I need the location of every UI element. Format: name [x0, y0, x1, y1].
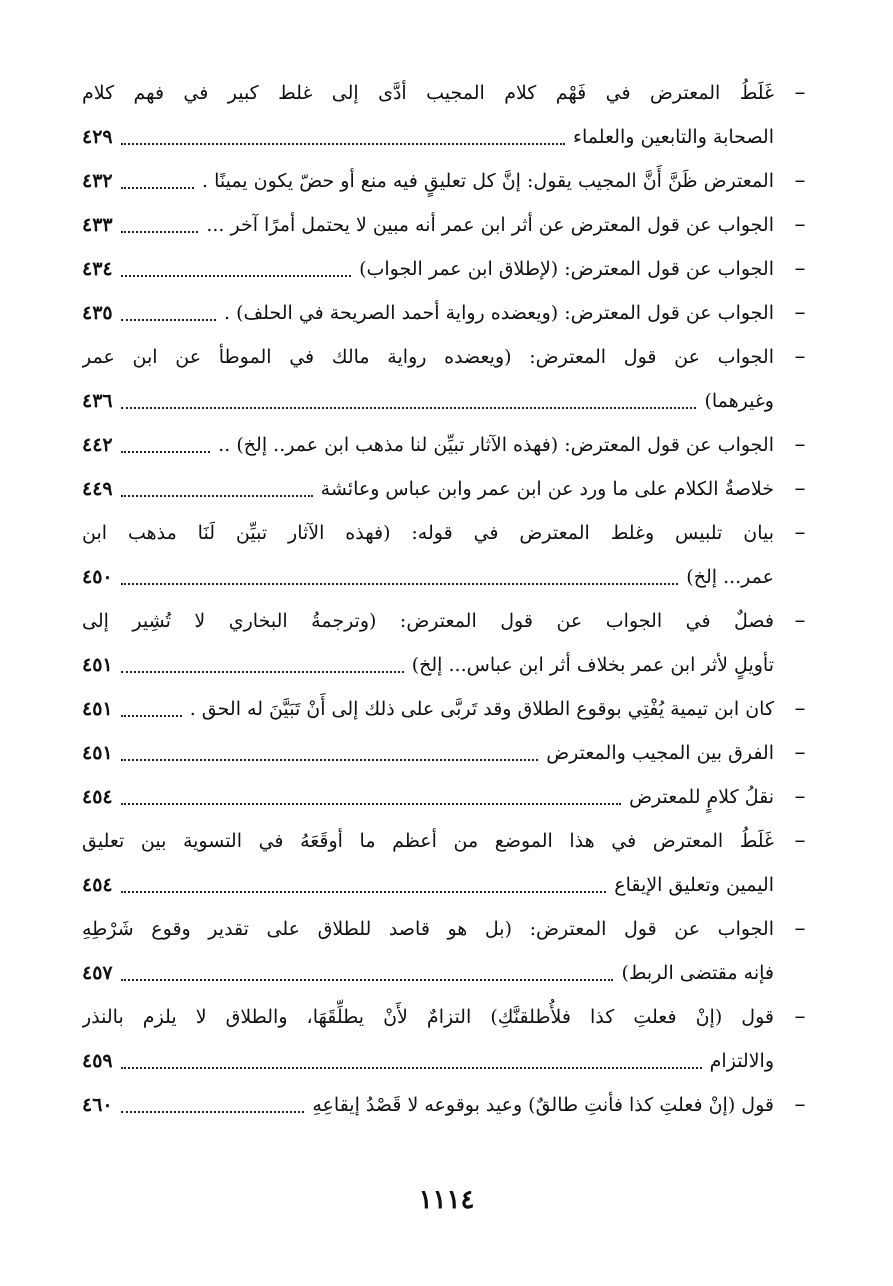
dot-leader	[121, 275, 351, 277]
toc-entry	[82, 335, 812, 423]
toc-entry-final-line	[82, 731, 774, 775]
toc-entry	[82, 819, 812, 907]
toc-entry-title: كان ابن تيمية يُفْتِي بوقوع الطلاق وقد تَربَّى على ذلك إلى أَنْ تَبَيَّنَ له الحق .	[189, 698, 774, 720]
toc-entry-line: الجواب عن قول المعترض: (ويعضده رواية مالك في الموطأ عن ابن عمر	[82, 346, 774, 368]
toc-entry-page: ٤٣٢	[82, 170, 113, 192]
dot-leader	[121, 803, 621, 805]
toc-entry-title: والالتزام	[709, 1050, 774, 1072]
toc-entry-final-line	[82, 643, 774, 687]
toc-entry-title: خلاصةُ الكلام على ما ورد عن ابن عمر وابن عباس وعائشة	[320, 478, 774, 500]
toc-entry-final-line	[82, 687, 774, 731]
dot-leader	[121, 319, 216, 321]
toc-entry-title: الصحابة والتابعين والعلماء	[573, 126, 774, 148]
dot-leader	[121, 759, 539, 761]
bullet-dash: –	[794, 520, 806, 545]
toc-entry	[82, 203, 812, 247]
toc-entry	[82, 511, 812, 599]
toc-entry-line: غَلَطُ المعترض في هذا الموضع من أعظم ما أوقَعَهُ في التسوية بين تعليق	[82, 830, 774, 852]
dot-leader	[121, 187, 194, 189]
toc-entry	[82, 687, 812, 731]
bullet-dash: –	[794, 432, 806, 457]
toc-entry-page: ٤٥١	[82, 742, 113, 764]
dot-leader	[121, 407, 697, 409]
toc-entry-page: ٤٣٥	[82, 302, 113, 324]
toc-entry	[82, 1083, 812, 1127]
toc-entry-final-line	[82, 423, 774, 467]
bullet-dash: –	[794, 696, 806, 721]
dot-leader	[121, 715, 182, 717]
toc-entry-title: الجواب عن قول المعترض عن أثر ابن عمر أنه مبين لا يحتمل أمرًا آخر ...	[206, 214, 774, 236]
toc-entry-page: ٤٥٧	[82, 962, 113, 984]
toc-entry-final-line	[82, 467, 774, 511]
toc-entry-page: ٤٥١	[82, 654, 113, 676]
toc-entry-page: ٤٥٤	[82, 874, 113, 896]
toc-entry	[82, 775, 812, 819]
toc-entry-final-line	[82, 1039, 774, 1083]
bullet-dash: –	[794, 1004, 806, 1029]
toc-entry-title: وغيرهما)	[704, 390, 774, 412]
toc-entry-final-line	[82, 775, 774, 819]
toc-entry-final-line	[82, 863, 774, 907]
toc-entry-title: عمر... إلخ)	[686, 566, 774, 588]
toc-entry	[82, 247, 812, 291]
bullet-dash: –	[794, 344, 806, 369]
bullet-dash: –	[794, 80, 806, 105]
bullet-dash: –	[794, 608, 806, 633]
toc-entry-final-line	[82, 951, 774, 995]
toc-entry-line: غَلَطُ المعترض في فَهْم كلام المجيب أدَّى إلى غلط كبير في فهم كلام	[82, 82, 774, 104]
dot-leader	[121, 231, 199, 233]
dot-leader	[121, 451, 211, 453]
toc-entry	[82, 907, 812, 995]
toc-entry-title: قول (إنْ فعلتِ كذا فأنتِ طالقٌ) وعيد بوقوعه لا قَصْدُ إيقاعِهِ	[312, 1094, 774, 1116]
toc-entry-page: ٤٥٩	[82, 1050, 113, 1072]
toc-entry	[82, 467, 812, 511]
bullet-dash: –	[794, 212, 806, 237]
toc-entry-page: ٤٥٤	[82, 786, 113, 808]
toc-entry-page: ٤٦٠	[82, 1094, 113, 1116]
toc-entry-page: ٤٤٢	[82, 434, 113, 456]
dot-leader	[121, 143, 565, 145]
toc-entry-final-line	[82, 159, 774, 203]
toc-entry-title: الجواب عن قول المعترض: (فهذه الآثار تبيِّن لنا مذهب ابن عمر.. إلخ) ..	[218, 434, 774, 456]
toc-entry	[82, 291, 812, 335]
table-of-contents	[82, 71, 812, 1127]
bullet-dash: –	[794, 784, 806, 809]
toc-entry	[82, 159, 812, 203]
toc-entry-final-line	[82, 115, 774, 159]
toc-entry-line: الجواب عن قول المعترض: (بل هو قاصد للطلاق على تقدير وقوع شَرْطِهِ	[82, 918, 774, 940]
toc-entry-final-line	[82, 291, 774, 335]
bullet-dash: –	[794, 740, 806, 765]
toc-entry-page: ٤٥٠	[82, 566, 113, 588]
toc-entry	[82, 599, 812, 687]
bullet-dash: –	[794, 1092, 806, 1117]
bullet-dash: –	[794, 476, 806, 501]
toc-entry	[82, 423, 812, 467]
toc-entry-final-line	[82, 379, 774, 423]
toc-entry-final-line	[82, 1083, 774, 1127]
toc-entry	[82, 731, 812, 775]
toc-entry-title: الفرق بين المجيب والمعترض	[546, 742, 774, 764]
toc-entry-title: اليمين وتعليق الإيقاع	[614, 874, 774, 896]
dot-leader	[121, 671, 404, 673]
dot-leader	[121, 1067, 702, 1069]
bullet-dash: –	[794, 300, 806, 325]
toc-entry-final-line	[82, 555, 774, 599]
dot-leader	[121, 891, 607, 893]
dot-leader	[121, 979, 614, 981]
toc-entry-final-line	[82, 203, 774, 247]
toc-entry-title: تأويلٍ لأثر ابن عمر بخلاف أثر ابن عباس... إلخ)	[411, 654, 774, 676]
bullet-dash: –	[794, 916, 806, 941]
toc-entry-line: قول (إنْ فعلتِ كذا فلأُطلقنَّكِ) التزامٌ لأَنْ يطلِّقَهَا، والطلاق لا يلزم بالنذر	[82, 1006, 774, 1028]
toc-entry-page: ٤٤٩	[82, 478, 113, 500]
toc-entry-final-line	[82, 247, 774, 291]
toc-entry-title: الجواب عن قول المعترض: (ويعضده رواية أحمد الصريحة في الحلف) .	[224, 302, 774, 324]
toc-entry-title: فإنه مقتضى الربط)	[621, 962, 774, 984]
toc-entry-page: ٤٣٣	[82, 214, 113, 236]
bullet-dash: –	[794, 256, 806, 281]
dot-leader	[121, 583, 679, 585]
toc-entry	[82, 71, 812, 159]
toc-entry	[82, 995, 812, 1083]
page-number: ١١١٤	[418, 1185, 475, 1215]
bullet-dash: –	[794, 828, 806, 853]
toc-entry-title: المعترض ظَنَّ أَنَّ المجيب يقول: إنَّ كل تعليقٍ فيه منع أو حضّ يكون يمينًا .	[201, 170, 774, 192]
dot-leader	[121, 1111, 305, 1113]
toc-entry-line: فصلٌ في الجواب عن قول المعترض: (وترجمةُ البخاري لا تُشِير إلى	[82, 610, 774, 632]
toc-entry-title: نقلُ كلامٍ للمعترض	[629, 786, 774, 808]
toc-entry-page: ٤٣٤	[82, 258, 113, 280]
toc-entry-line: بيان تلبيس وغلط المعترض في قوله: (فهذه الآثار تبيِّن لَنَا مذهب ابن	[82, 522, 774, 544]
dot-leader	[121, 495, 313, 497]
bullet-dash: –	[794, 168, 806, 193]
toc-entry-title: الجواب عن قول المعترض: (لإطلاق ابن عمر الجواب)	[359, 258, 774, 280]
toc-entry-page: ٤٢٩	[82, 126, 113, 148]
toc-entry-page: ٤٥١	[82, 698, 113, 720]
toc-entry-page: ٤٣٦	[82, 390, 113, 412]
